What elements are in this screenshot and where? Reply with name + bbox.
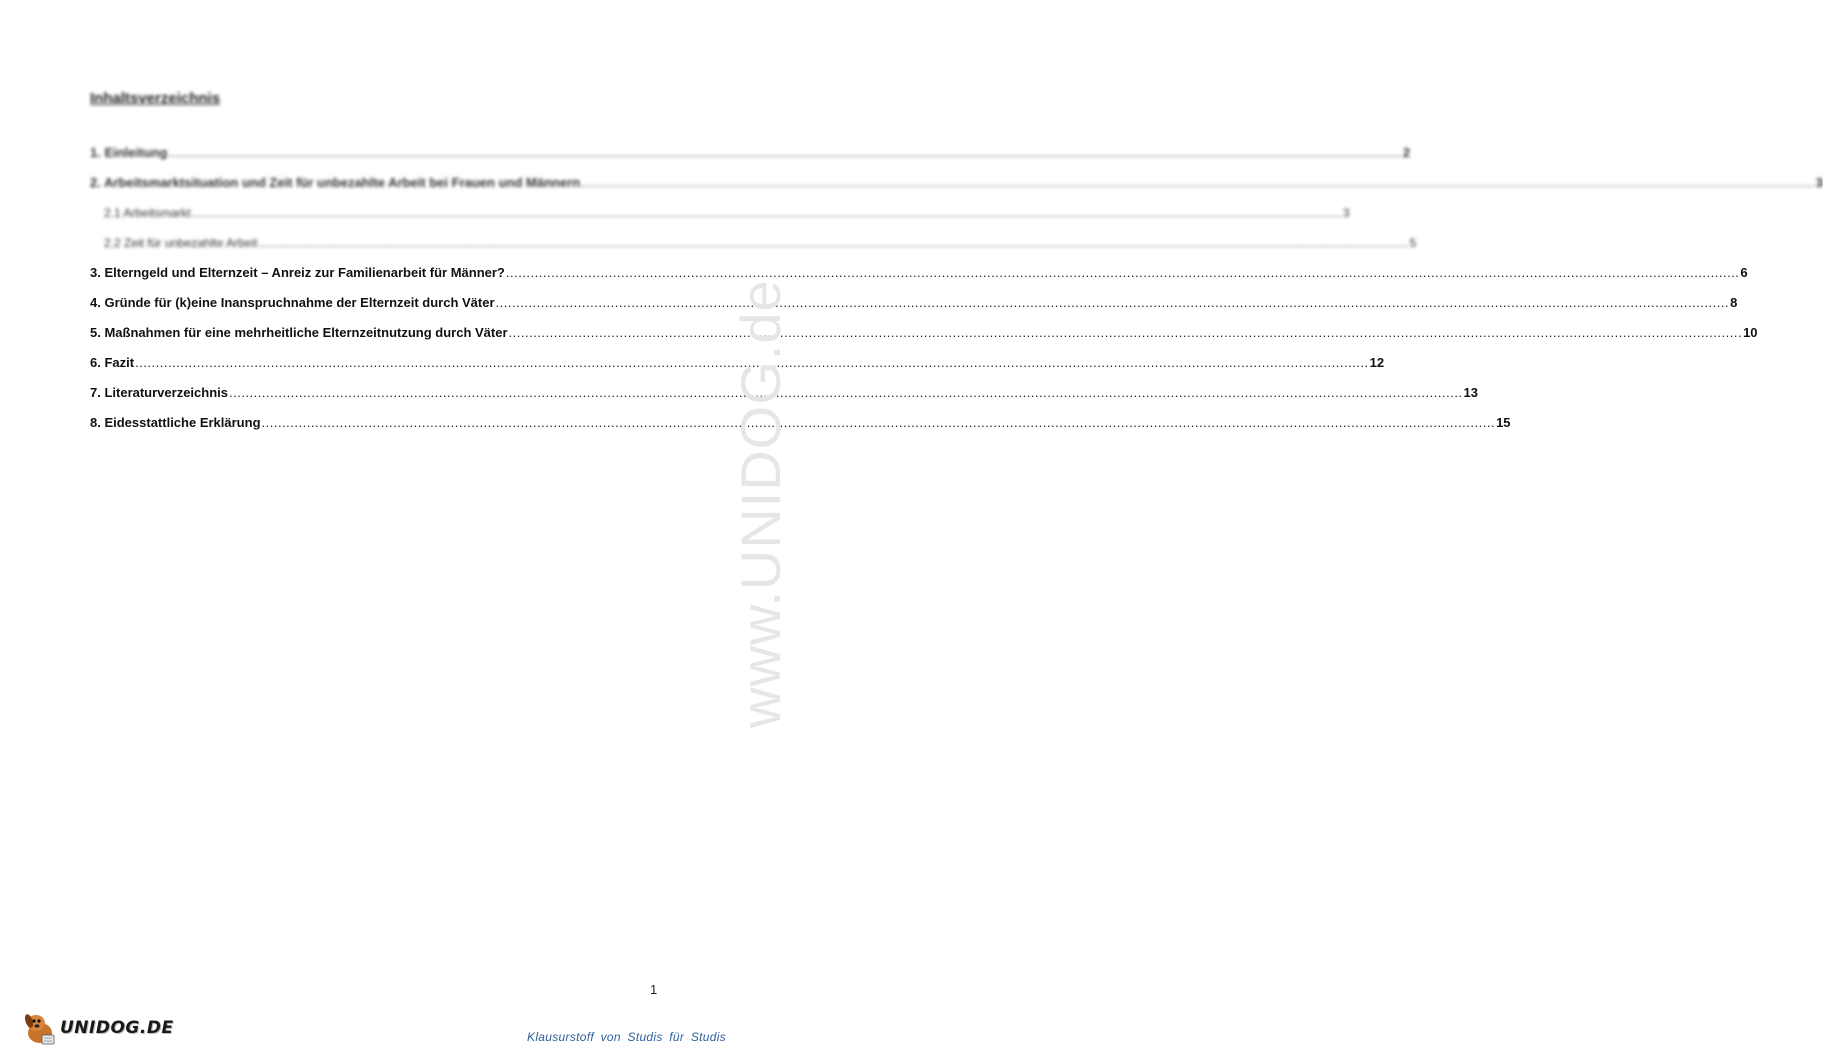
page-number: 1 [650, 982, 658, 997]
toc-entry[interactable] [90, 354, 1385, 372]
toc-entry-page: 5 [1409, 236, 1417, 250]
toc-entry-page: 6 [1740, 265, 1748, 280]
watermark-area [670, 279, 792, 730]
toc-entry[interactable] [90, 174, 1823, 192]
toc-leader-dots: ............................................................................................................................................................................................................................................................................................................ [191, 206, 1342, 220]
toc-entry-page: 2 [1402, 145, 1411, 160]
toc-entry-label: 6. Fazit [90, 355, 135, 370]
toc-entry-label: 1. Einleitung [90, 145, 168, 160]
toc-entry[interactable] [90, 384, 1479, 402]
toc-entry-page: 15 [1496, 415, 1511, 430]
toc-entry-label: 4. Gründe für (k)eine Inanspruchnahme der Elternzeit durch Väter [90, 295, 495, 310]
footer-slogan: Klausurstoff von Studis für Studis [527, 1030, 726, 1044]
toc-entry-page: 3 [1815, 175, 1823, 190]
toc-title: Inhaltsverzeichnis [90, 90, 221, 107]
toc-leader-dots: ............................................................................................................................................................................................................................................................................................................ [229, 385, 1463, 400]
toc-leader-dots: ............................................................................................................................................................................................................................................................................................................ [508, 325, 1743, 340]
toc-entry-page: 12 [1369, 355, 1385, 370]
toc-entry[interactable] [104, 234, 1417, 252]
toc-leader-dots: ............................................................................................................................................................................................................................................................................................................ [168, 145, 1402, 160]
toc-leader-dots: ............................................................................................................................................................................................................................................................................................................ [505, 265, 1740, 280]
toc-entry[interactable] [90, 294, 1738, 312]
unidog-logo[interactable] [22, 1008, 172, 1048]
toc-entry-label: 2. Arbeitsmarktsituation und Zeit für unbezahlte Arbeit bei Frauen und Männern [90, 175, 581, 190]
toc-entry[interactable] [104, 204, 1350, 222]
toc-entry-label: 7. Literaturverzeichnis [90, 385, 228, 400]
toc-entry[interactable] [90, 414, 1511, 432]
toc-entry-label: 2.2 Zeit für unbezahlte Arbeit [104, 236, 258, 250]
toc-entry-page: 3 [1342, 206, 1350, 220]
toc-entry-label: 3. Elterngeld und Elternzeit – Anreiz zur Familienarbeit für Männer? [90, 265, 505, 280]
toc-entry-label: 5. Maßnahmen für eine mehrheitliche Elternzeitnutzung durch Väter [90, 325, 508, 340]
toc-entry-page: 13 [1463, 385, 1479, 400]
watermark: www.UNIDOG.de [729, 279, 792, 728]
toc-leader-dots: ............................................................................................................................................................................................................................................................................................................ [135, 355, 1369, 370]
toc-entry[interactable] [90, 324, 1758, 342]
toc-leader-dots: ............................................................................................................................................................................................................................................................................................................ [258, 236, 1409, 250]
toc-leader-dots: ............................................................................................................................................................................................................................................................................................................ [581, 175, 1815, 190]
toc-leader-dots: ............................................................................................................................................................................................................................................................................................................ [261, 415, 1496, 430]
toc-entry-page: 10 [1743, 325, 1758, 340]
toc-leader-dots: ............................................................................................................................................................................................................................................................................................................ [495, 295, 1730, 310]
dog-mascot-icon [22, 1009, 58, 1047]
toc-entry-label: 8. Eidesstattliche Erklärung [90, 415, 261, 430]
toc-entry-page: 8 [1730, 295, 1738, 310]
toc-entry[interactable] [90, 264, 1748, 282]
logo-text: UNIDOG.DE [60, 1018, 174, 1038]
toc-entry[interactable] [90, 144, 1411, 162]
toc-entry-label: 2.1 Arbeitsmarkt [104, 206, 191, 220]
